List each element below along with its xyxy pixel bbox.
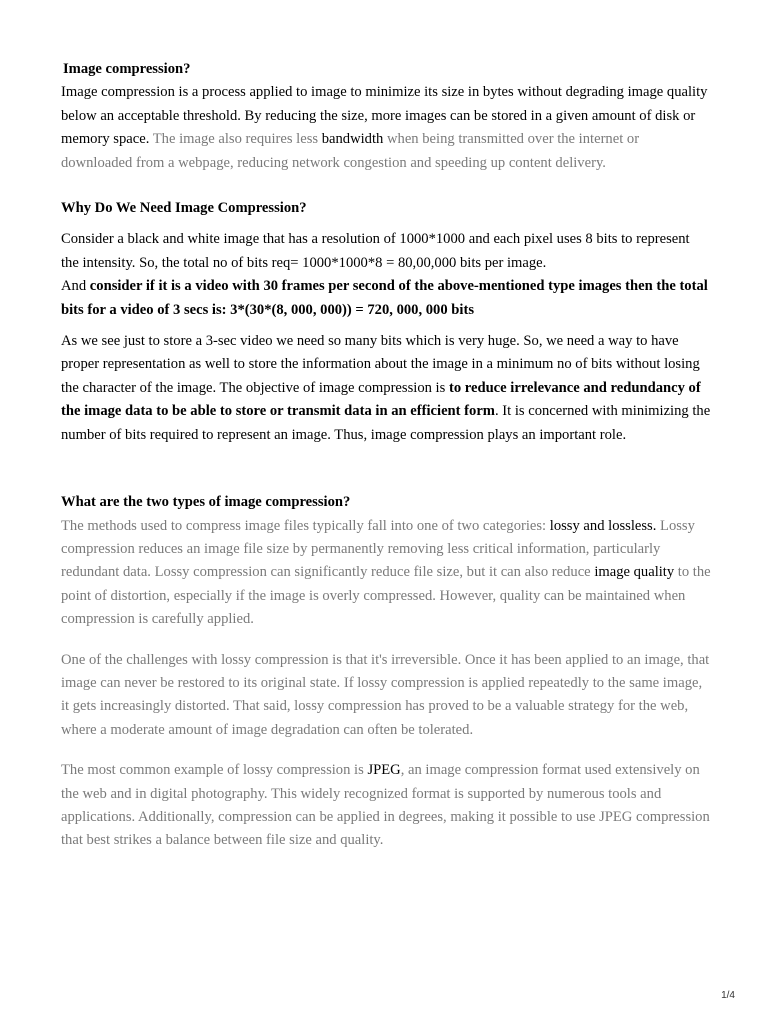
types-lead: The methods used to compress image files typically fall into one of two categories: (61, 517, 550, 534)
paragraph-objective (61, 330, 711, 447)
heading-why-need-compression: Why Do We Need Image Compression? (61, 200, 307, 217)
objective-lead: As we see just to store a 3-sec video we need so many bits which is very huge. So, we need a way to have proper representation as well to store the information about the image in a minimum no of bits without losing the character of the image. The objective of image compression is (61, 333, 700, 396)
jpeg-tail: , an image compression format used extensively on the web and in digital photography. This widely recognized format is supported by numerous tools and applications. Additionally, compression can be applied in degrees, making it possible to use JPEG compression that best strikes a balance between file size and quality. (61, 762, 710, 849)
video-bits-lead: And (61, 278, 90, 295)
video-bits-bold: consider if it is a video with 30 frames per second of the above-mentioned type images then the total bits for a video of 3 secs is: 3*(30*(8, 000, 000)) = 720, 000, 000 bits (61, 278, 708, 318)
image-quality-link[interactable]: image quality (594, 564, 675, 581)
paragraph-lossy-lossless (61, 515, 711, 632)
jpeg-link[interactable]: JPEG (367, 762, 401, 779)
intro-bandwidth-tail: when being transmitted over the internet or downloaded from a webpage, reducing network congestion and speeding up content delivery. (61, 131, 640, 171)
lossy-lossless-link[interactable]: lossy and lossless. (549, 517, 657, 534)
jpeg-lead: The most common example of lossy compression is (61, 762, 368, 779)
bandwidth-link[interactable]: bandwidth (321, 131, 384, 148)
paragraph-image-compression-intro (61, 81, 711, 175)
paragraph-jpeg (61, 759, 711, 853)
document-page (61, 58, 711, 853)
intro-bandwidth-lead: The image also requires less (149, 131, 322, 148)
heading-image-compression: Image compression? (63, 61, 191, 77)
types-middle: Lossy compression reduces an image file size by permanently removing less critical information, particularly redundant data. Lossy compression can significantly reduce file size, but it can also reduce (61, 517, 695, 581)
page-number: 1/4 (721, 990, 735, 1001)
objective-tail: . It is concerned with minimizing the number of bits required to represent an image. Thus, image compression plays an important role. (61, 403, 711, 443)
paragraph-video-bits (61, 275, 711, 322)
objective-bold: to reduce irrelevance and redundancy of the image data to be able to store or transmit data in an efficient form (61, 379, 701, 420)
types-tail: to the point of distortion, especially if the image is overly compressed. However, quality can be maintained when compression is carefully applied. (61, 564, 711, 628)
heading-two-types: What are the two types of image compression? (61, 494, 351, 511)
paragraph-bit-calculation: Consider a black and white image that has a resolution of 1000*1000 and each pixel uses 8 bits to represent the intensity. So, the total no of bits req= 1000*1000*8 = 80,00,000 bits per image. (61, 231, 690, 271)
intro-text: Image compression is a process applied to image to minimize its size in bytes without degrading image quality below an acceptable threshold. By reducing the size, more images can be stored in a given amount of disk or memory space. (61, 84, 708, 148)
paragraph-lossy-irreversible: One of the challenges with lossy compression is that it's irreversible. Once it has been applied to an image, that image can never be restored to its original state. If lossy compression is applied repeatedly to the same image, it gets increasingly distorted. That said, lossy compression has proved to be a valuable strategy for the web, where a moderate amount of image degradation can often be tolerated. (61, 651, 710, 738)
